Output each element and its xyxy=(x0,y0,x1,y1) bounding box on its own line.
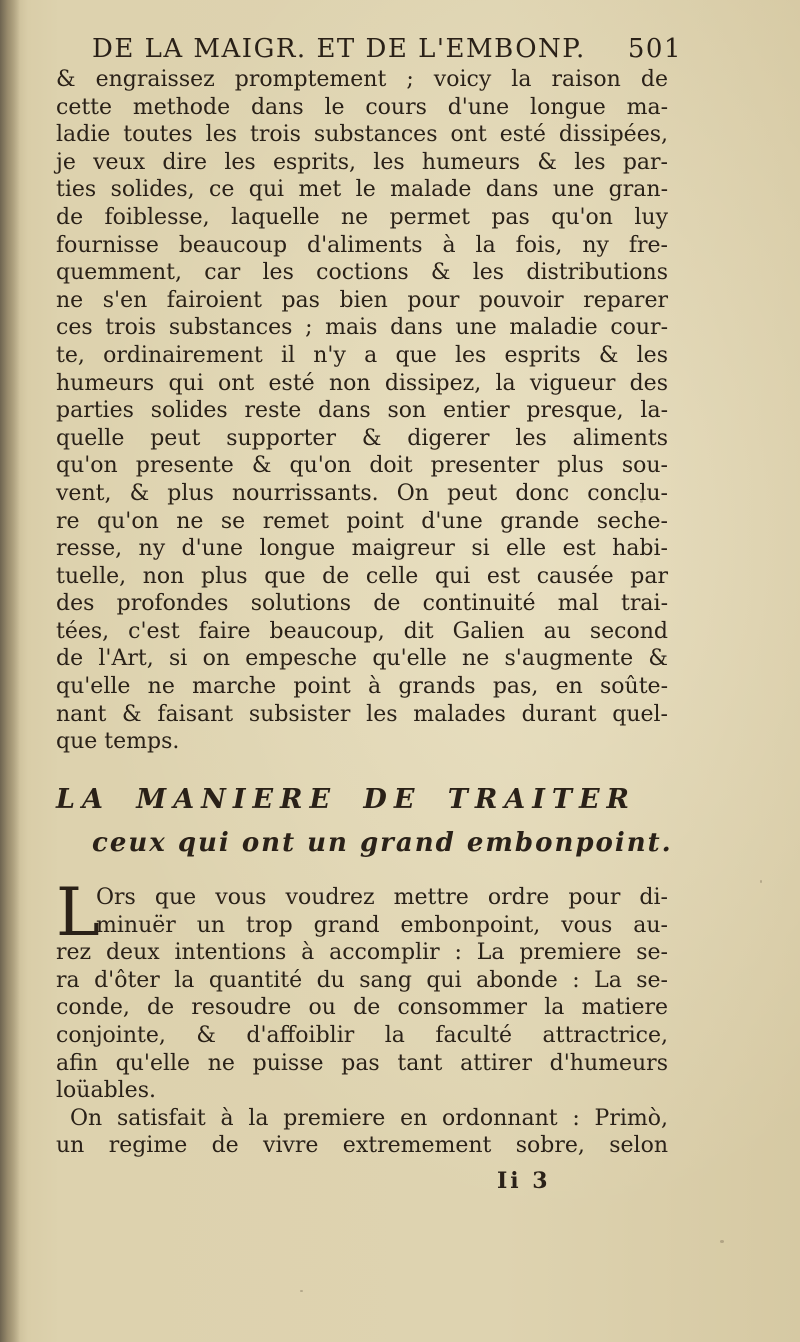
text-line: parties solides reste dans son entier presque, la- xyxy=(56,398,668,424)
text-line: qu'elle ne marche point à grands pas, en soûte- xyxy=(56,674,668,700)
text-line: resse, ny d'une longue maigreur si elle est habi- xyxy=(56,536,668,562)
text-line: tées, c'est faire beaucoup, dit Galien au second xyxy=(56,618,668,644)
text-line: qu'on presente & qu'on doit presenter plus sou- xyxy=(56,453,668,479)
drop-cap: L xyxy=(56,874,100,951)
text-line: Ors que vous voudrez mettre ordre pour di- xyxy=(96,885,668,910)
text-line: afin qu'elle ne puisse pas tant attirer d'humeurs xyxy=(56,1050,668,1076)
paper-speck xyxy=(760,880,762,883)
text-line: un regime de vivre extremement sobre, selon xyxy=(56,1133,668,1159)
text-line: humeurs qui ont esté non dissipez, la vigueur des xyxy=(56,370,668,396)
text-line: conde, de resoudre ou de consommer la matiere xyxy=(56,995,668,1021)
text-line: nant & faisant subsister les malades durant quel- xyxy=(56,701,668,727)
text-line: rez deux intentions à accomplir : La premiere se- xyxy=(56,940,668,966)
section-subheading: ceux qui ont un grand embonpoint. xyxy=(92,828,673,858)
text-line: ne s'en fairoient pas bien pour pouvoir reparer xyxy=(56,287,668,313)
text-line: ladie toutes les trois substances ont esté dissipées, xyxy=(56,122,668,148)
text-line: quemment, car les coctions & les distributions xyxy=(56,260,668,286)
text-line: On satisfait à la premiere en ordonnant : Primò, xyxy=(70,1105,668,1131)
paragraph-2 xyxy=(56,874,668,1160)
text-line: cette methode dans le cours d'une longue ma- xyxy=(56,94,668,120)
text-line: je veux dire les esprits, les humeurs & les par- xyxy=(56,149,668,175)
paper-speck xyxy=(640,500,643,503)
paper-speck xyxy=(300,1290,303,1292)
text-line: vent, & plus nourrissants. On peut donc conclu- xyxy=(56,480,668,506)
text-line: tuelle, non plus que de celle qui est causée par xyxy=(56,563,668,589)
text-line: de foiblesse, laquelle ne permet pas qu'on luy xyxy=(56,204,668,230)
text-line: ties solides, ce qui met le malade dans une gran- xyxy=(56,177,668,203)
signature-mark: Ii 3 xyxy=(497,1168,551,1194)
text-line: de l'Art, si on empesche qu'elle ne s'augmente & xyxy=(56,646,668,672)
text-line: minuër un trop grand embonpoint, vous au- xyxy=(96,912,668,938)
text-line: & engraissez promptement ; voicy la raison de xyxy=(56,67,668,92)
text-line: te, ordinairement il n'y a que les esprits & les xyxy=(56,342,668,368)
text-line: quelle peut supporter & digerer les aliments xyxy=(56,425,668,451)
section-heading: LA MANIERE DE TRAITER xyxy=(56,784,636,815)
running-title: DE LA MAIGR. ET DE L'EMBONP. xyxy=(92,34,586,64)
text-line: ces trois substances ; mais dans une maladie cour- xyxy=(56,315,668,341)
paper-speck xyxy=(720,1240,724,1243)
text-line: fournisse beaucoup d'aliments à la fois, ny fre- xyxy=(56,232,668,258)
page-number: 501 xyxy=(627,34,682,64)
page-gutter-shadow xyxy=(0,0,20,1342)
text-line: loüables. xyxy=(56,1078,156,1104)
text-line: des profondes solutions de continuité mal trai- xyxy=(56,591,668,617)
text-line: re qu'on ne se remet point d'une grande seche- xyxy=(56,508,668,534)
text-line: que temps. xyxy=(56,729,180,755)
text-line: ra d'ôter la quantité du sang qui abonde : La se- xyxy=(56,967,668,993)
paragraph-1 xyxy=(56,66,668,756)
text-line: conjointe, & d'affoiblir la faculté attractrice, xyxy=(56,1022,668,1048)
